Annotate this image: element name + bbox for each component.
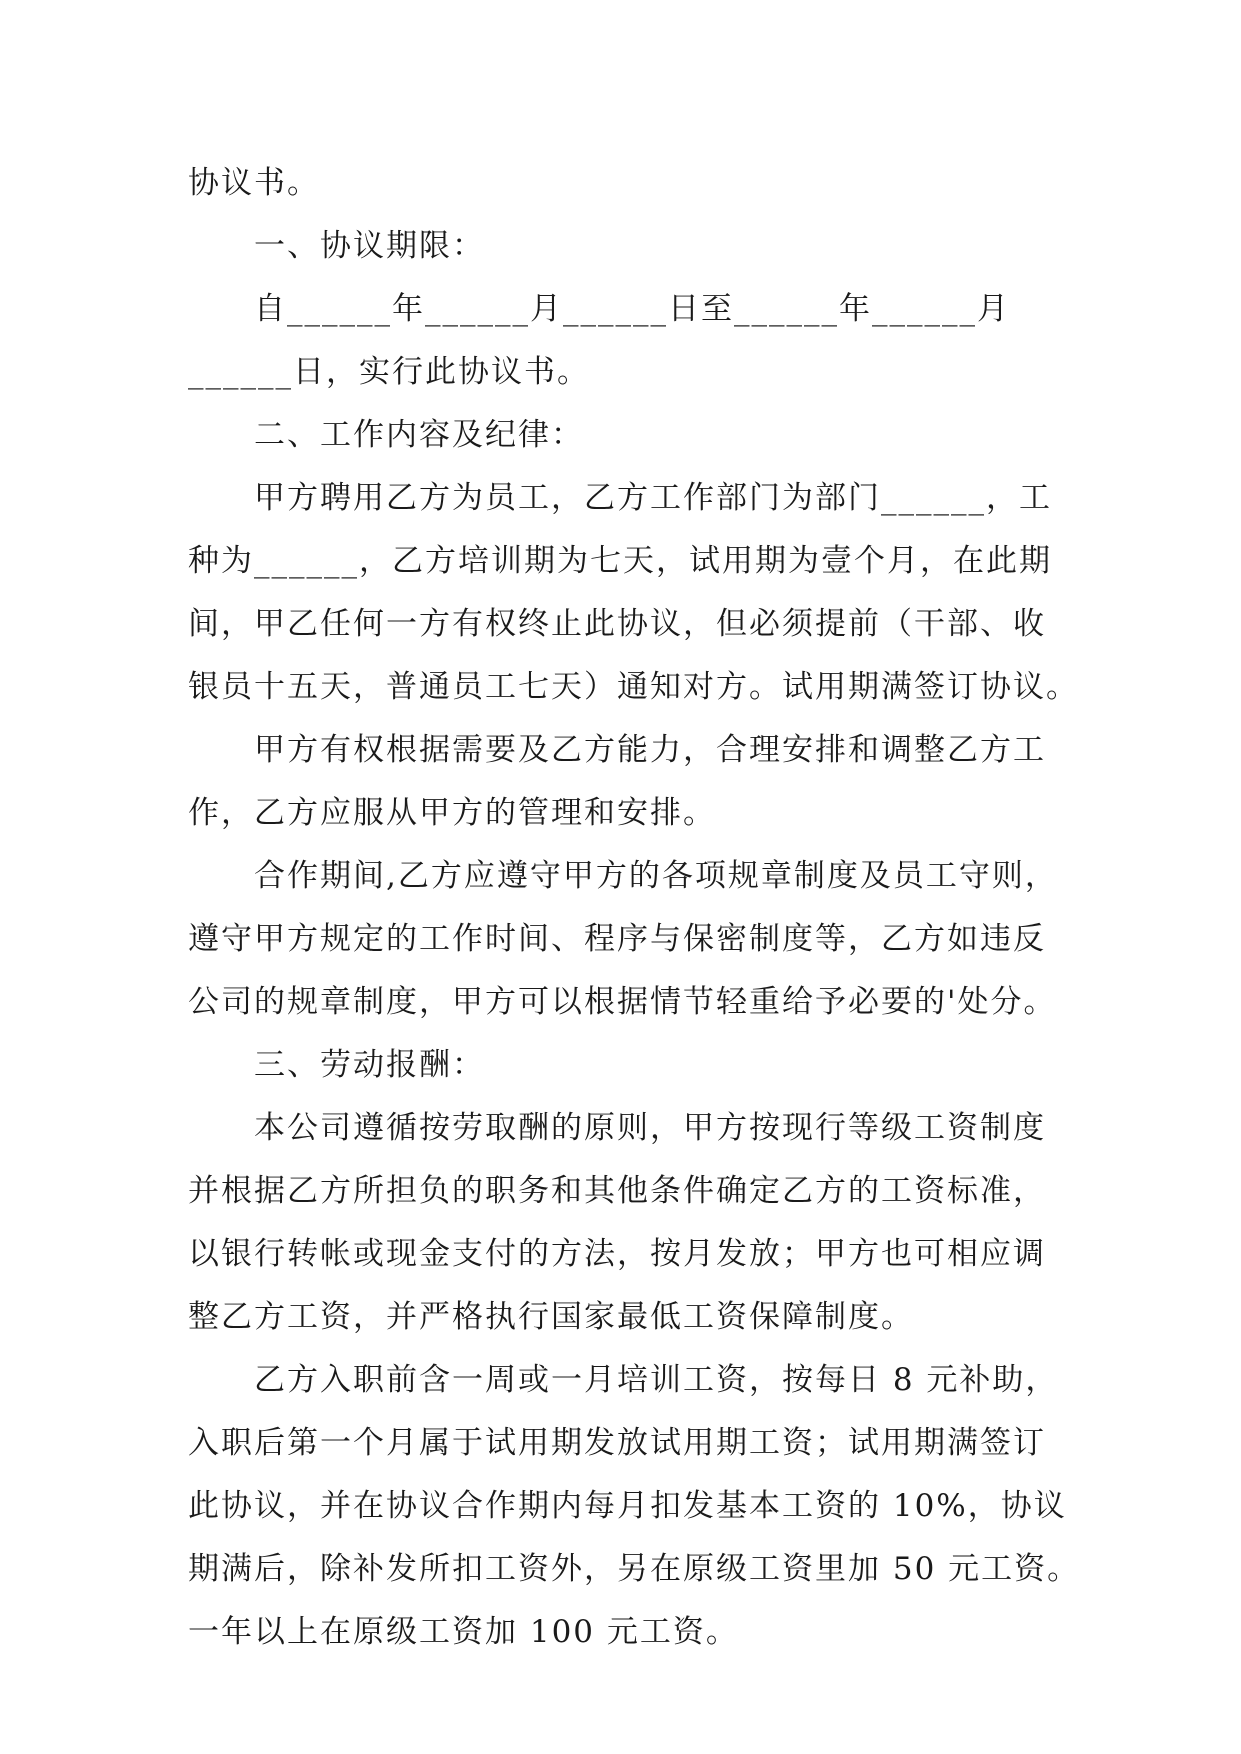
text-line: 遵守甲方规定的工作时间、程序与保密制度等，乙方如违反: [188, 921, 1046, 957]
text-line-date-range: 自______年______月______日至______年______月: [254, 291, 1010, 327]
text-line: 整乙方工资，并严格执行国家最低工资保障制度。: [188, 1299, 914, 1335]
text-line: 乙方入职前含一周或一月培训工资，按每日 8 元补助，: [254, 1362, 1059, 1398]
text-line: ______日，实行此协议书。: [188, 354, 590, 390]
text-line: 本公司遵循按劳取酬的原则，甲方按现行等级工资制度: [254, 1110, 1046, 1146]
text-line: 此协议，并在协议合作期内每月扣发基本工资的 10%，协议: [188, 1488, 1067, 1524]
text-line: 入职后第一个月属于试用期发放试用期工资；试用期满签订: [188, 1425, 1046, 1461]
text-line: 一年以上在原级工资加 100 元工资。: [188, 1614, 739, 1650]
text-line: 银员十五天，普通员工七天）通知对方。试用期满签订协议。: [188, 669, 1079, 705]
agreement-text: [188, 152, 1081, 1664]
text-line: 合作期间,乙方应遵守甲方的各项规章制度及员工守则，: [254, 858, 1058, 894]
text-line: 以银行转帐或现金支付的方法，按月发放；甲方也可相应调: [188, 1236, 1046, 1272]
text-line: 甲方聘用乙方为员工，乙方工作部门为部门______，工: [254, 480, 1052, 516]
section-heading-remuneration: 三、劳动报酬：: [254, 1047, 485, 1083]
text-line: 间，甲乙任何一方有权终止此协议，但必须提前（干部、收: [188, 606, 1046, 642]
text-line: 甲方有权根据需要及乙方能力，合理安排和调整乙方工: [254, 732, 1046, 768]
section-heading-work-content: 二、工作内容及纪律：: [254, 417, 584, 453]
text-line: 协议书。: [188, 165, 320, 201]
text-line: 期满后，除补发所扣工资外，另在原级工资里加 50 元工资。: [188, 1551, 1081, 1587]
text-line: 作，乙方应服从甲方的管理和安排。: [188, 795, 716, 831]
section-heading-term: 一、协议期限：: [254, 228, 485, 264]
text-line: 并根据乙方所担负的职务和其他条件确定乙方的工资标准，: [188, 1173, 1046, 1209]
text-line: 公司的规章制度，甲方可以根据情节轻重给予必要的'处分。: [188, 984, 1057, 1020]
text-line: 种为______，乙方培训期为七天，试用期为壹个月，在此期: [188, 543, 1052, 579]
